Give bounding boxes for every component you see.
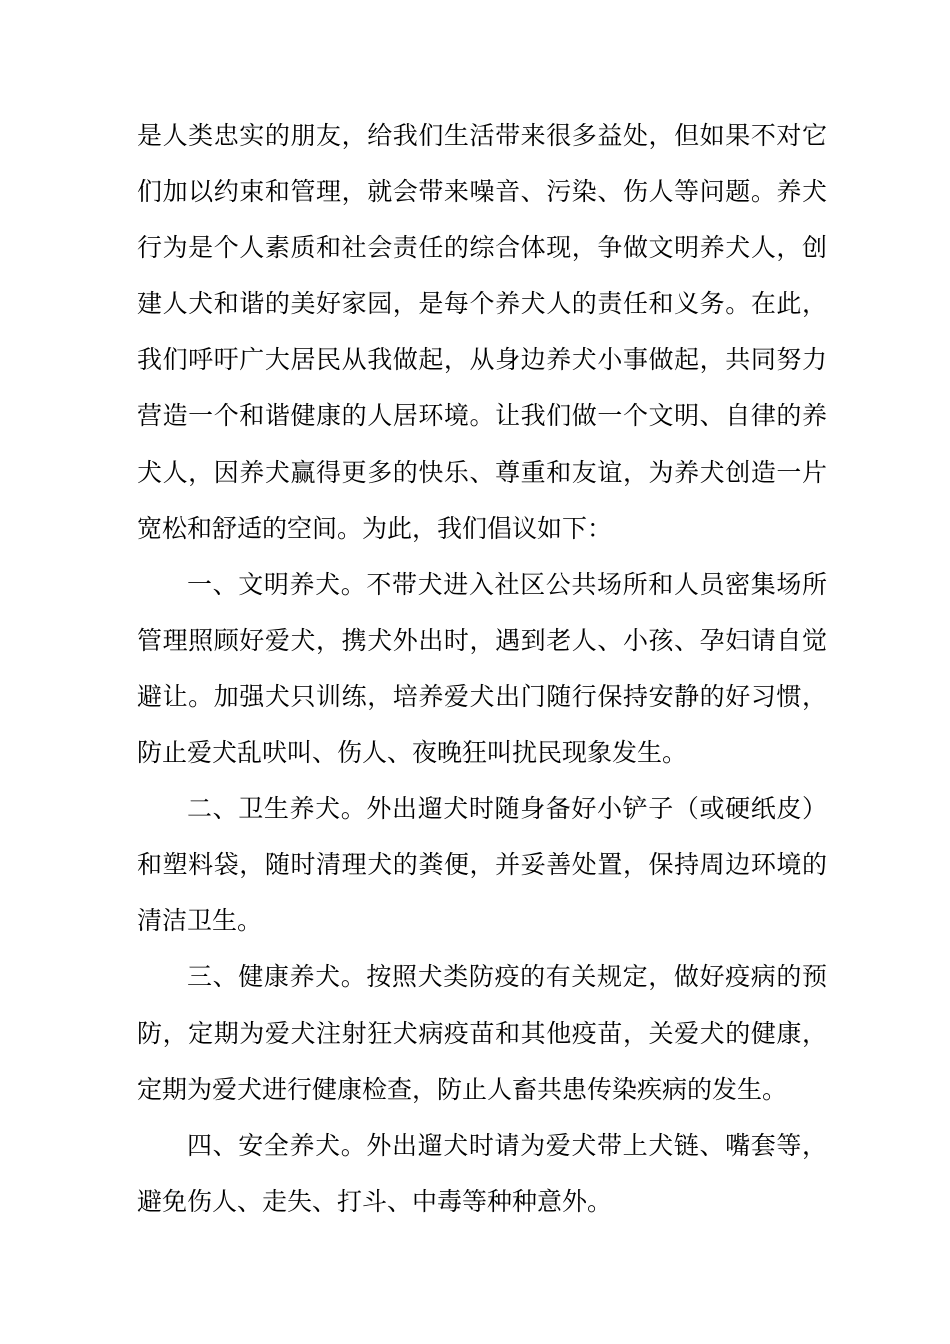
document-body (137, 108, 827, 1230)
paragraph-safety: 四、安全养犬。外出遛犬时请为爱犬带上犬链、嘴套等，避免伤人、走失、打斗、中毒等种种意外。 (137, 1130, 827, 1216)
paragraph-health: 三、健康养犬。按照犬类防疫的有关规定，做好疫病的预防，定期为爱犬注射狂犬病疫苗和其他疫苗，关爱犬的健康，定期为爱犬进行健康检查，防止人畜共患传染疾病的发生。 (137, 962, 827, 1104)
paragraph-hygiene: 二、卫生养犬。外出遛犬时随身备好小铲子（或硬纸皮）和塑料袋，随时清理犬的粪便，并妥善处置，保持周边环境的清洁卫生。 (137, 794, 827, 936)
paragraph-intro: 是人类忠实的朋友，给我们生活带来很多益处，但如果不对它们加以约束和管理，就会带来噪音、污染、伤人等问题。养犬行为是个人素质和社会责任的综合体现，争做文明养犬人，创建人犬和谐的美好家园，是每个养犬人的责任和义务。在此，我们呼吁广大居民从我做起，从身边养犬小事做起，共同努力营造一个和谐健康的人居环境。让我们做一个文明、自律的养犬人，因养犬赢得更多的快乐、尊重和友谊，为养犬创造一片宽松和舒适的空间。为此，我们倡议如下： (137, 121, 827, 543)
paragraph-civilized: 一、文明养犬。不带犬进入社区公共场所和人员密集场所管理照顾好爱犬，携犬外出时，遇到老人、小孩、孕妇请自觉避让。加强犬只训练，培养爱犬出门随行保持安静的好习惯，防止爱犬乱吠叫、伤人、夜晚狂叫扰民现象发生。 (137, 569, 827, 768)
